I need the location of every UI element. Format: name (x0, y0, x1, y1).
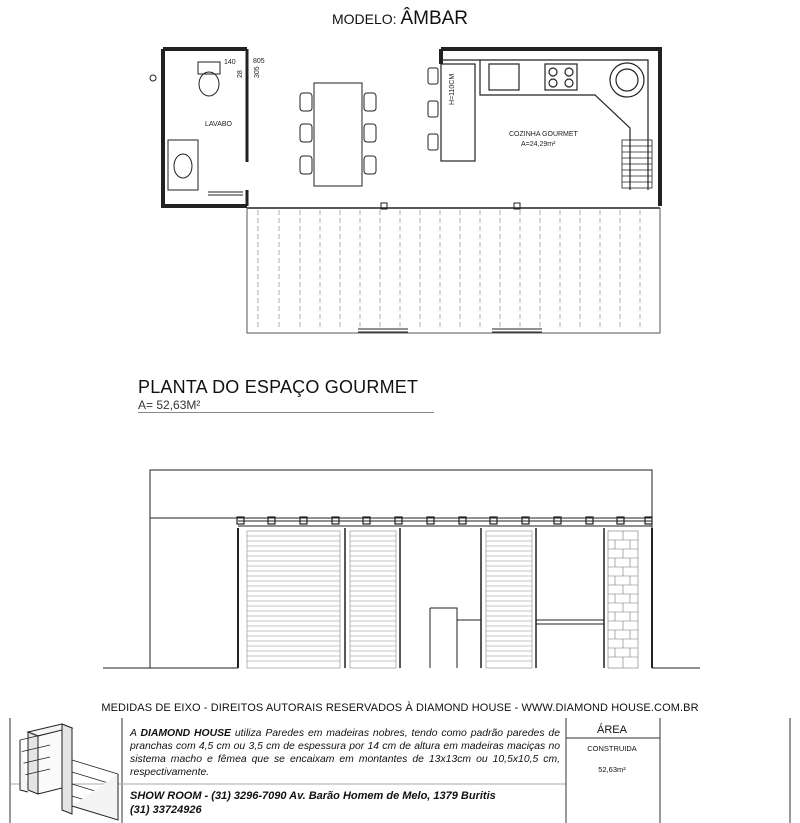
brick-chimney (608, 531, 638, 668)
sink (168, 140, 198, 190)
plan-area: A= 52,63M² (138, 398, 201, 412)
wall-corner-detail-illustration (20, 724, 118, 820)
shutter-right (486, 531, 532, 668)
showroom-text: - (31) 3296-7090 Av. Barão Homem de Melo, 1379 Buritis (201, 790, 496, 802)
lavabo-fixture (150, 75, 156, 81)
pergola (258, 210, 640, 330)
desc-body: utiliza Paredes em madeiras nobres, tendo como padrão paredes de pranchas com 4,5 cm ou 3,5 cm de espessura por 14 cm de altura em madeiras maciças no sistema macho e fêmea que se encaixam em montantes de 13x13cm ou 10,5x10,5 cm, respectivamente. (130, 728, 560, 778)
kitchen-area: A=24,29m² (521, 141, 556, 148)
model-label: MODELO: (331, 11, 397, 27)
counter-elevation (430, 608, 604, 668)
copyright-notice: MEDIDAS DE EIXO - DIREITOS AUTORAIS RESERVADOS À DIAMOND HOUSE - WWW.DIAMOND HOUSE.COM.BR (101, 702, 699, 714)
kitchen-counter (442, 60, 648, 190)
area-built-value: 52,63m² (598, 765, 626, 774)
kitchen-walls (441, 49, 660, 206)
dim-28: 28 (237, 70, 244, 78)
pergola-doors (358, 329, 542, 332)
showroom-info (130, 789, 560, 817)
plan-title-rule (138, 412, 434, 413)
counter-height: H=110CM (449, 73, 456, 105)
showroom-phone-2: (31) 33724926 (130, 804, 202, 816)
brand-name: DIAMOND HOUSE (140, 728, 231, 739)
elevation-drawing (103, 470, 700, 668)
desc-prefix: A (130, 728, 141, 739)
shutter-middle (350, 531, 396, 668)
dim-305: 305 (254, 66, 261, 78)
lavabo-door (208, 192, 243, 195)
shutter-left (247, 531, 340, 668)
dim-805: 805 (253, 58, 265, 65)
kitchen-label: COZINHA GOURMET (509, 131, 578, 138)
area-title: ÁREA (597, 724, 627, 736)
showroom-label: SHOW ROOM (130, 790, 202, 802)
plan-title: PLANTA DO ESPAÇO GOURMET (138, 377, 419, 397)
lavabo-label: LAVABO (205, 121, 232, 128)
roof-fascia (150, 470, 652, 518)
construction-description (130, 727, 560, 779)
dining-table (300, 83, 376, 186)
model-name: ÂMBAR (400, 8, 469, 29)
area-built-label: CONSTRUIDA (587, 744, 637, 753)
toilet (198, 62, 220, 96)
dim-140: 140 (224, 59, 236, 66)
island-stools (428, 68, 438, 150)
kitchen-island (441, 64, 475, 161)
